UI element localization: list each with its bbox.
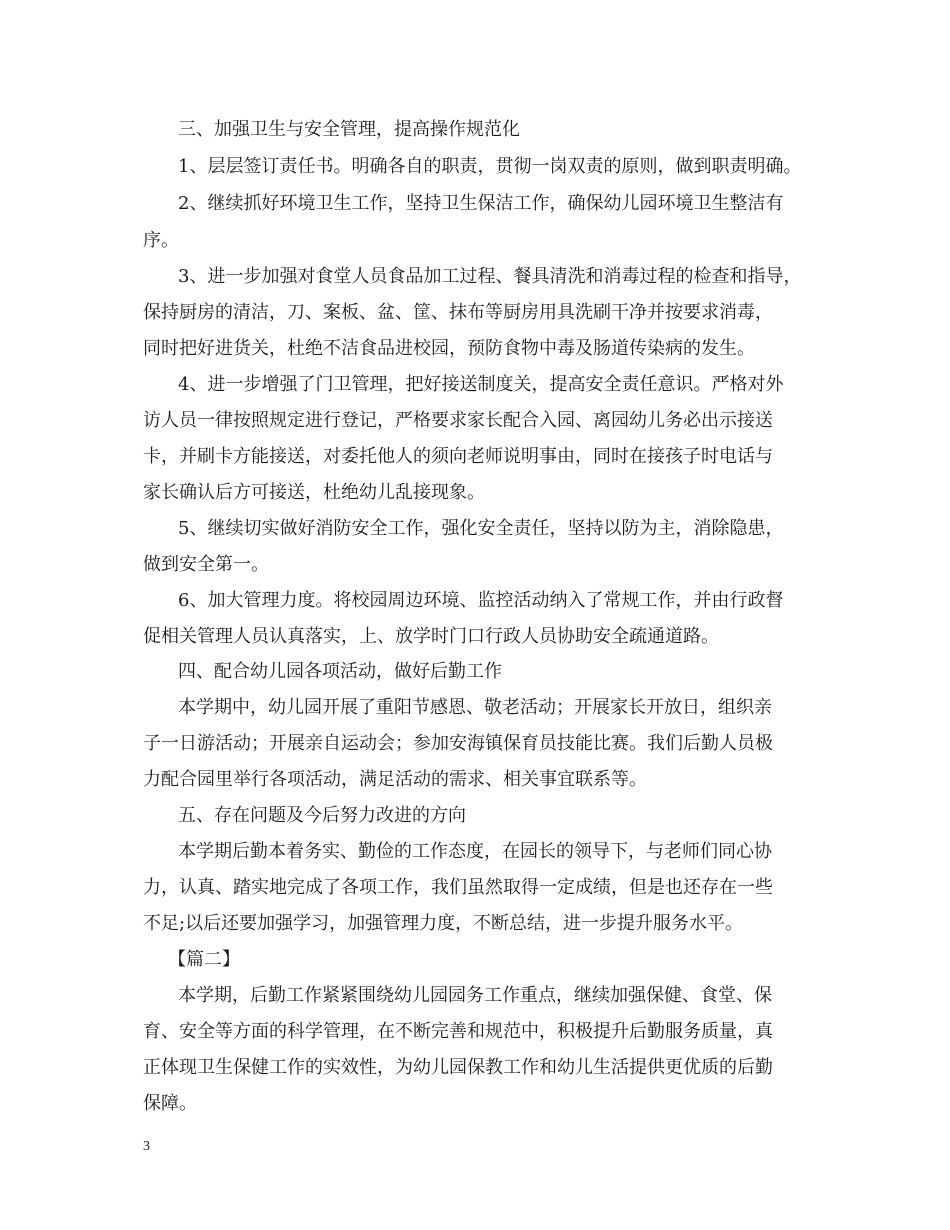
paragraph-line: 保持厨房的清洁，刀、案板、盆、筐、抹布等厨房用具洗刷干净并按要求消毒， <box>143 302 773 323</box>
paragraph-line: 本学期，后勤工作紧紧围绕幼儿园园务工作重点，继续加强保健、食堂、保 <box>178 985 772 1006</box>
paragraph-line: 1、层层签订责任书。明确各自的职责，贯彻一岗双责的原则，做到职责明确。 <box>178 156 802 177</box>
paragraph-line: 访人员一律按照规定进行登记，严格要求家长配合入园、离园幼儿务必出示接送 <box>143 410 773 431</box>
paragraph-line: 力配合园里举行各项活动，满足活动的需求、相关事宜联系等。 <box>143 769 647 790</box>
section-heading-3: 三、加强卫生与安全管理，提高操作规范化 <box>178 119 520 140</box>
paragraph-line: 4、进一步增强了门卫管理，把好接送制度关，提高安全责任意识。严格对外 <box>178 374 784 395</box>
paragraph-line: 做到安全第一。 <box>143 554 269 575</box>
paragraph-line: 不足;以后还要加强学习，加强管理力度，不断总结，进一步提升服务水平。 <box>143 913 744 934</box>
paragraph-line: 2、继续抓好环境卫生工作，坚持卫生保洁工作，确保幼儿园环境卫生整洁有 <box>178 193 784 214</box>
paragraph-line: 同时把好进货关，杜绝不洁食品进校园，预防食物中毒及肠道传染病的发生。 <box>143 338 755 359</box>
paragraph-line: 本学期中，幼儿园开展了重阳节感恩、敬老活动；开展家长开放日，组织亲 <box>178 697 772 718</box>
part-two-heading: 【篇二】 <box>168 949 240 970</box>
paragraph-line: 本学期后勤本着务实、勤俭的工作态度，在园长的领导下，与老师们同心协 <box>178 841 772 862</box>
paragraph-line: 育、安全等方面的科学管理，在不断完善和规范中，积极提升后勤服务质量，真 <box>143 1021 773 1042</box>
paragraph-line: 保障。 <box>143 1093 197 1114</box>
section-heading-5: 五、存在问题及今后努力改进的方向 <box>178 805 466 826</box>
paragraph-line: 子一日游活动；开展亲自运动会；参加安海镇保育员技能比赛。我们后勤人员极 <box>143 733 773 754</box>
paragraph-line: 卡，并刷卡方能接送，对委托他人的须向老师说明事由，同时在接孩子时电话与 <box>143 446 773 467</box>
paragraph-line: 序。 <box>143 230 179 251</box>
paragraph-line: 正体现卫生保健工作的实效性，为幼儿园保教工作和幼儿生活提供更优质的后勤 <box>143 1057 773 1078</box>
paragraph-line: 力，认真、踏实地完成了各项工作，我们虽然取得一定成绩，但是也还存在一些 <box>143 877 773 898</box>
paragraph-line: 3、进一步加强对食堂人员食品加工过程、餐具清洗和消毒过程的检查和指导， <box>178 266 802 287</box>
paragraph-line: 5、继续切实做好消防安全工作，强化安全责任，坚持以防为主，消除隐患， <box>178 518 784 539</box>
paragraph-line: 6、加大管理力度。将校园周边环境、监控活动纳入了常规工作，并由行政督 <box>178 590 784 611</box>
paragraph-line: 促相关管理人员认真落实，上、放学时门口行政人员协助安全疏通道路。 <box>143 626 719 647</box>
paragraph-line: 家长确认后方可接送，杜绝幼儿乱接现象。 <box>143 482 485 503</box>
section-heading-4: 四、配合幼儿园各项活动，做好后勤工作 <box>178 661 502 682</box>
page-number: 3 <box>143 1139 150 1154</box>
